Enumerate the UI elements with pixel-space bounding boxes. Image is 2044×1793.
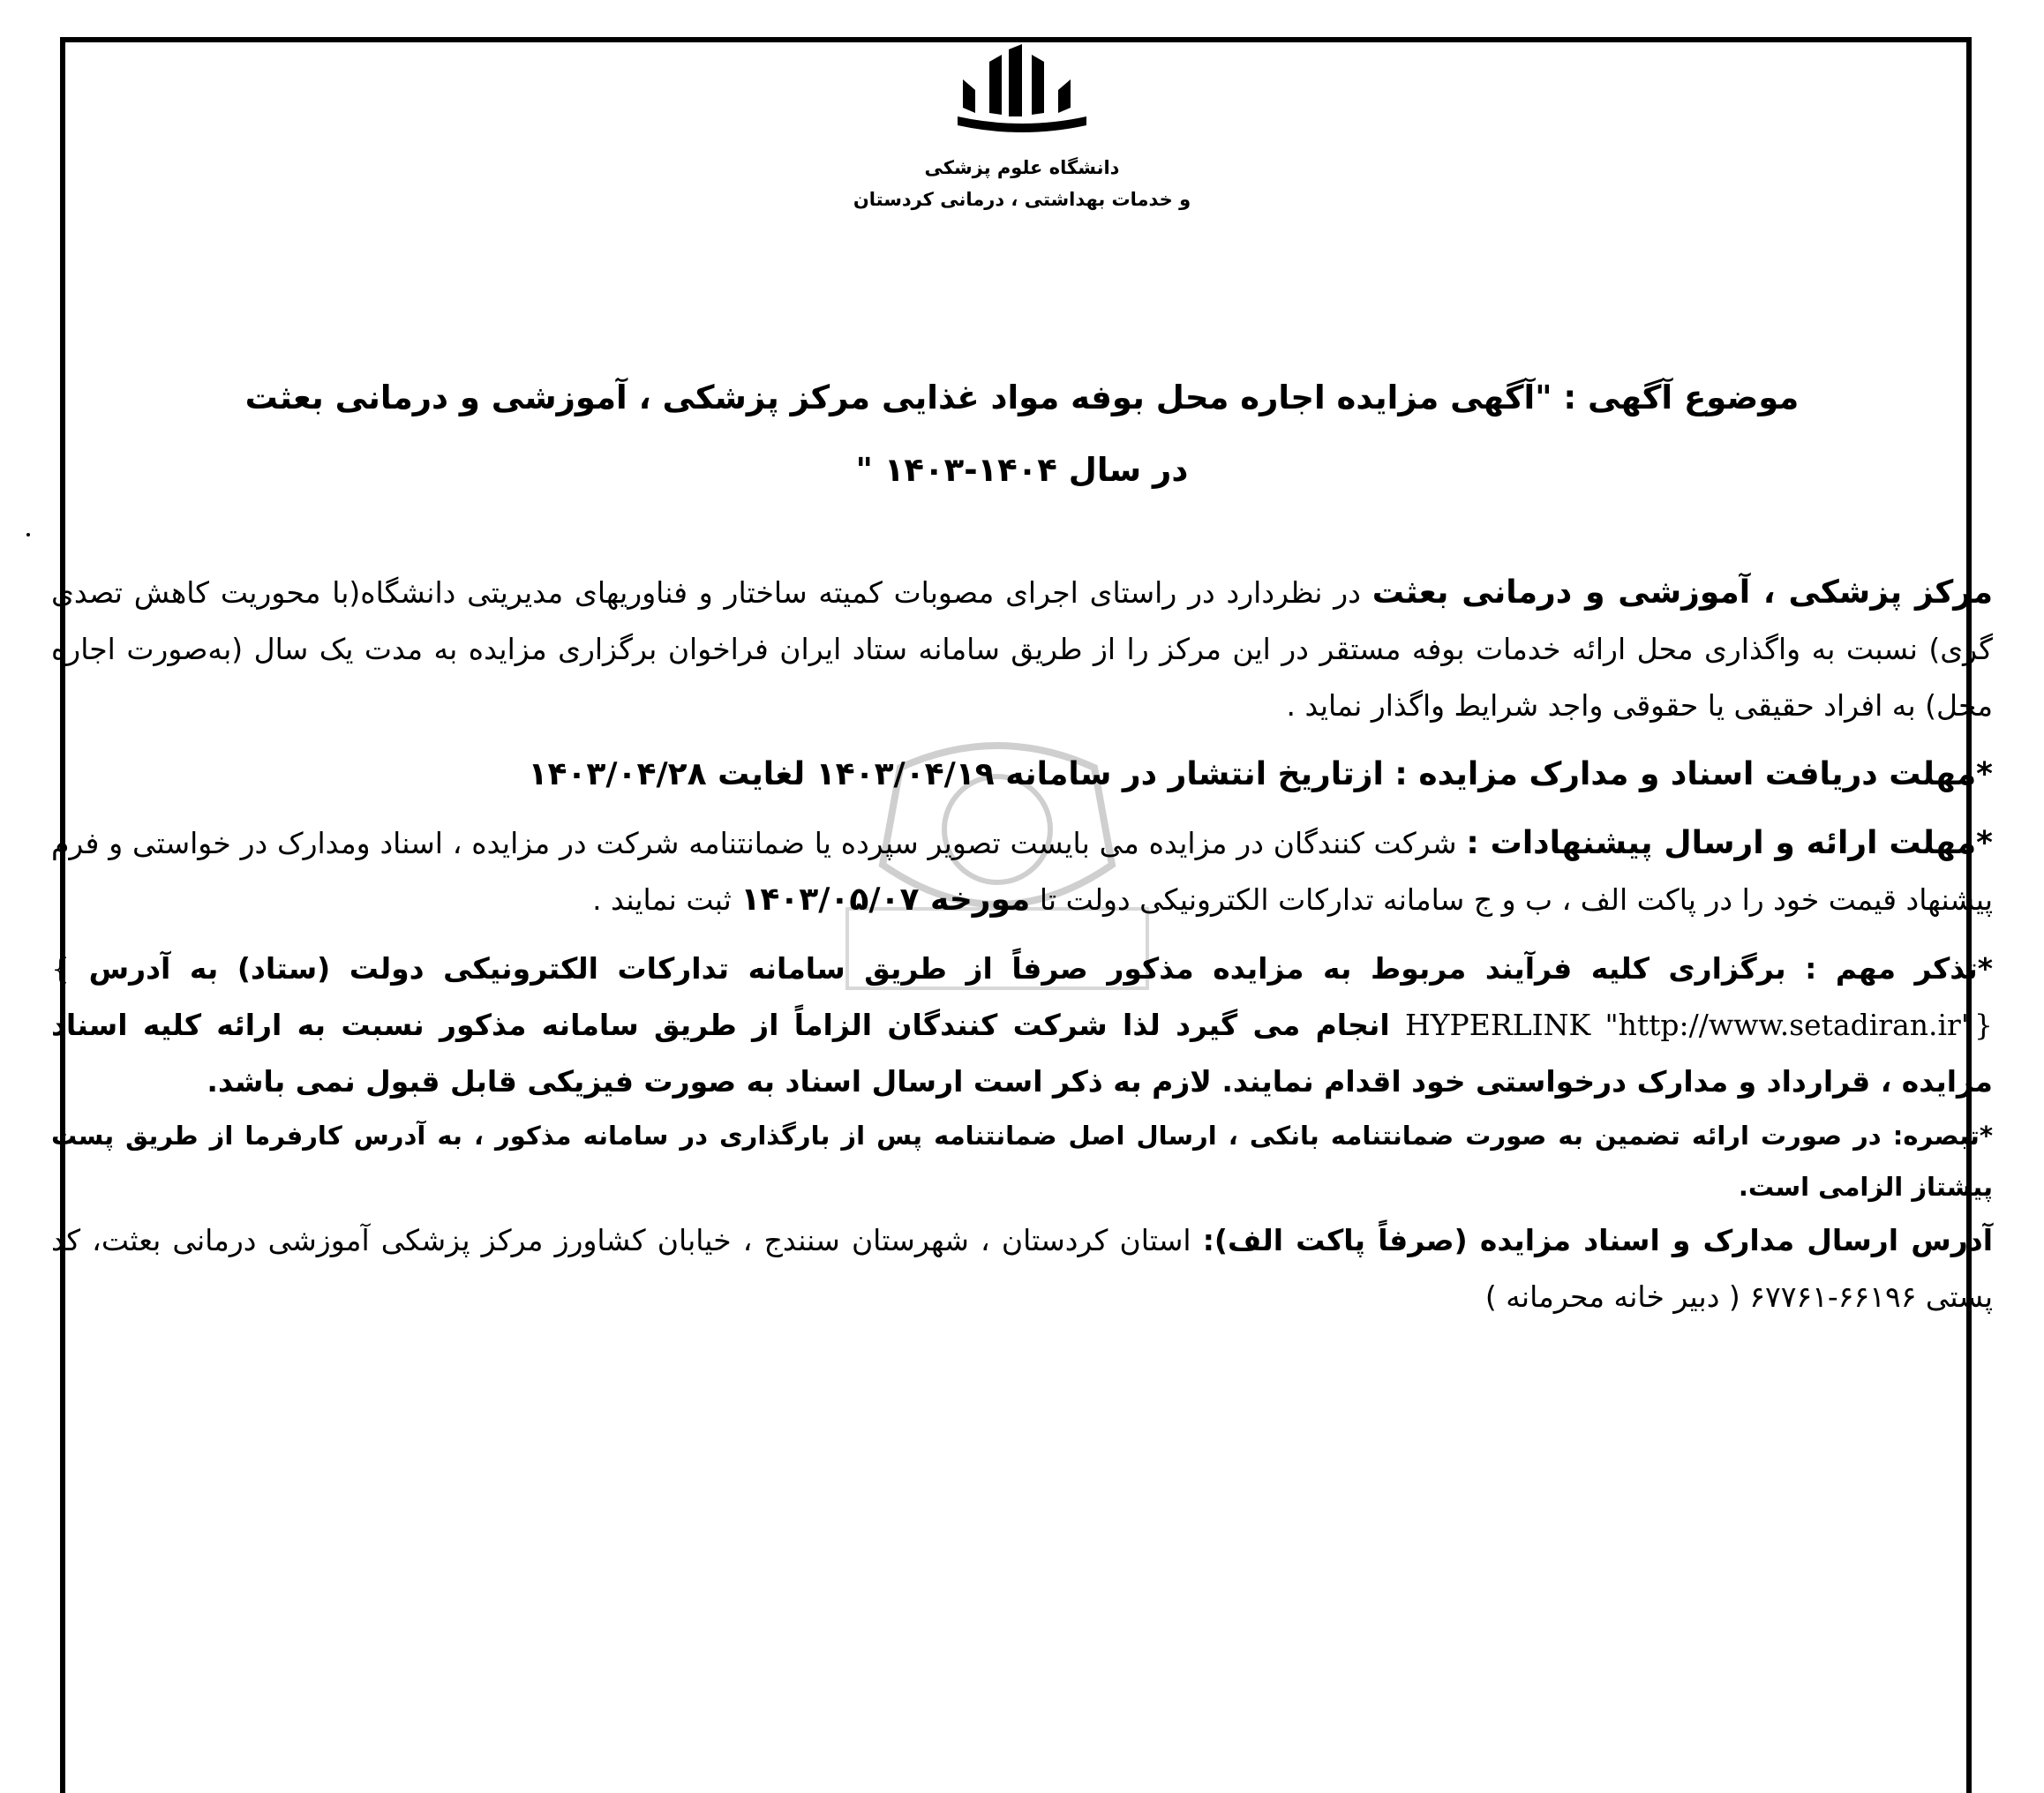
important-note-paragraph [51, 941, 1993, 1110]
document-header [0, 44, 2044, 210]
notice-title [71, 362, 1973, 506]
offers-deadline-date: مورخه ۱۴۰۳/۰۵/۰۷ [740, 881, 1031, 918]
intro-lead: مرکز پزشکی ، آموزشی و درمانی بعثت [1371, 574, 1993, 611]
offers-deadline-lead: *مهلت ارائه و ارسال پیشنهادات : [1466, 825, 1993, 861]
notice-title-line1: موضوع آگهی : "آگهی مزایده اجاره محل بوفه مواد غذایی مرکز پزشکی ، آموزشی و درمانی بعثت [244, 379, 1800, 416]
bank-guarantee-note: *تبصره: در صورت ارائه تضمین به صورت ضمانتنامه بانکی ، ارسال اصل ضمانتنامه پس از بارگذاری در سامانه مذکور ، به آدرس کارفرما از طریق پست پیشتاز الزامی است. [51, 1121, 1993, 1202]
scan-dot [26, 533, 30, 536]
address-lead: آدرس ارسال مدارک و اسناد مزایده (صرفاً پاکت الف): [1202, 1223, 1993, 1257]
offers-deadline-tail: ثبت نمایند . [592, 882, 732, 917]
university-emblem-icon [956, 44, 1088, 141]
intro-paragraph [51, 565, 1993, 734]
important-note-part1: *تذکر مهم : برگزاری کلیه فرآیند مربوط به مزایده مذکور صرفاً از طریق سامانه تدارکات الکترونیکی دولت (ستاد) به آدرس [88, 951, 1993, 986]
notice-body [51, 565, 1993, 1325]
notice-title-line2: در سال ۱۴۰۴-۱۴۰۳ " [855, 451, 1189, 489]
important-note-part2: انجام می گیرد لذا شرکت کنندگان الزاماً از طریق سامانه مذکور نسبت به ارائه کلیه اسناد مزایده ، قرارداد و مدارک درخواستی خود اقدام نمایند. لازم به ذکر است ارسال اسناد به صورت فیزیکی قابل قبول نمی باشد. [51, 1008, 1993, 1099]
address-text: استان کردستان ، شهرستان سنندج ، خیابان کشاورز مرکز پزشکی آموزشی درمانی بعثت، کد پستی ۶۶۱۹۶-۶۷۷۶۱ ( دبیر خانه محرمانه ) [51, 1223, 1993, 1314]
university-name-line2: و خدمات بهداشتی ، درمانی کردستان [853, 189, 1191, 210]
intro-text: در نظردارد در راستای اجرای مصوبات کمیته ساختار و فناوریهای مدیریتی دانشگاه(با محوریت کاهش تصدی گری) نسبت به واگذاری محل ارائه خدمات بوفه مستقر در این مرکز را از طریق سامانه ستاد ایران فراخوان برگزاری مزایده به مدت یک سال (به‌صورت اجاره محل) به افراد حقیقی یا حقوقی واجد شرایط واگذار نماید . [51, 575, 1993, 723]
address-paragraph [51, 1212, 1993, 1325]
offers-deadline-text: شرکت کنندگان در مزایده می بایست تصویر سپرده یا ضمانتنامه شرکت در مزایده ، اسناد ومدارک در خواستی و فرم پیشنهاد قیمت خود را در پاکت الف ، ب و ج سامانه تدارکات الکترونیکی دولت تا [51, 826, 1993, 917]
documents-deadline: *مهلت دریافت اسناد و مدارک مزایده : ازتاریخ انتشار در سامانه ۱۴۰۳/۰۴/۱۹ لغایت ۱۴۰۳/۰۴/۲۸ [528, 756, 1993, 792]
setadiran-link[interactable]: { HYPERLINK "http://www.setadiran.ir"} [51, 951, 1993, 1042]
offers-deadline-paragraph [51, 815, 1993, 928]
university-name-line1: دانشگاه علوم پزشکی [924, 157, 1120, 178]
